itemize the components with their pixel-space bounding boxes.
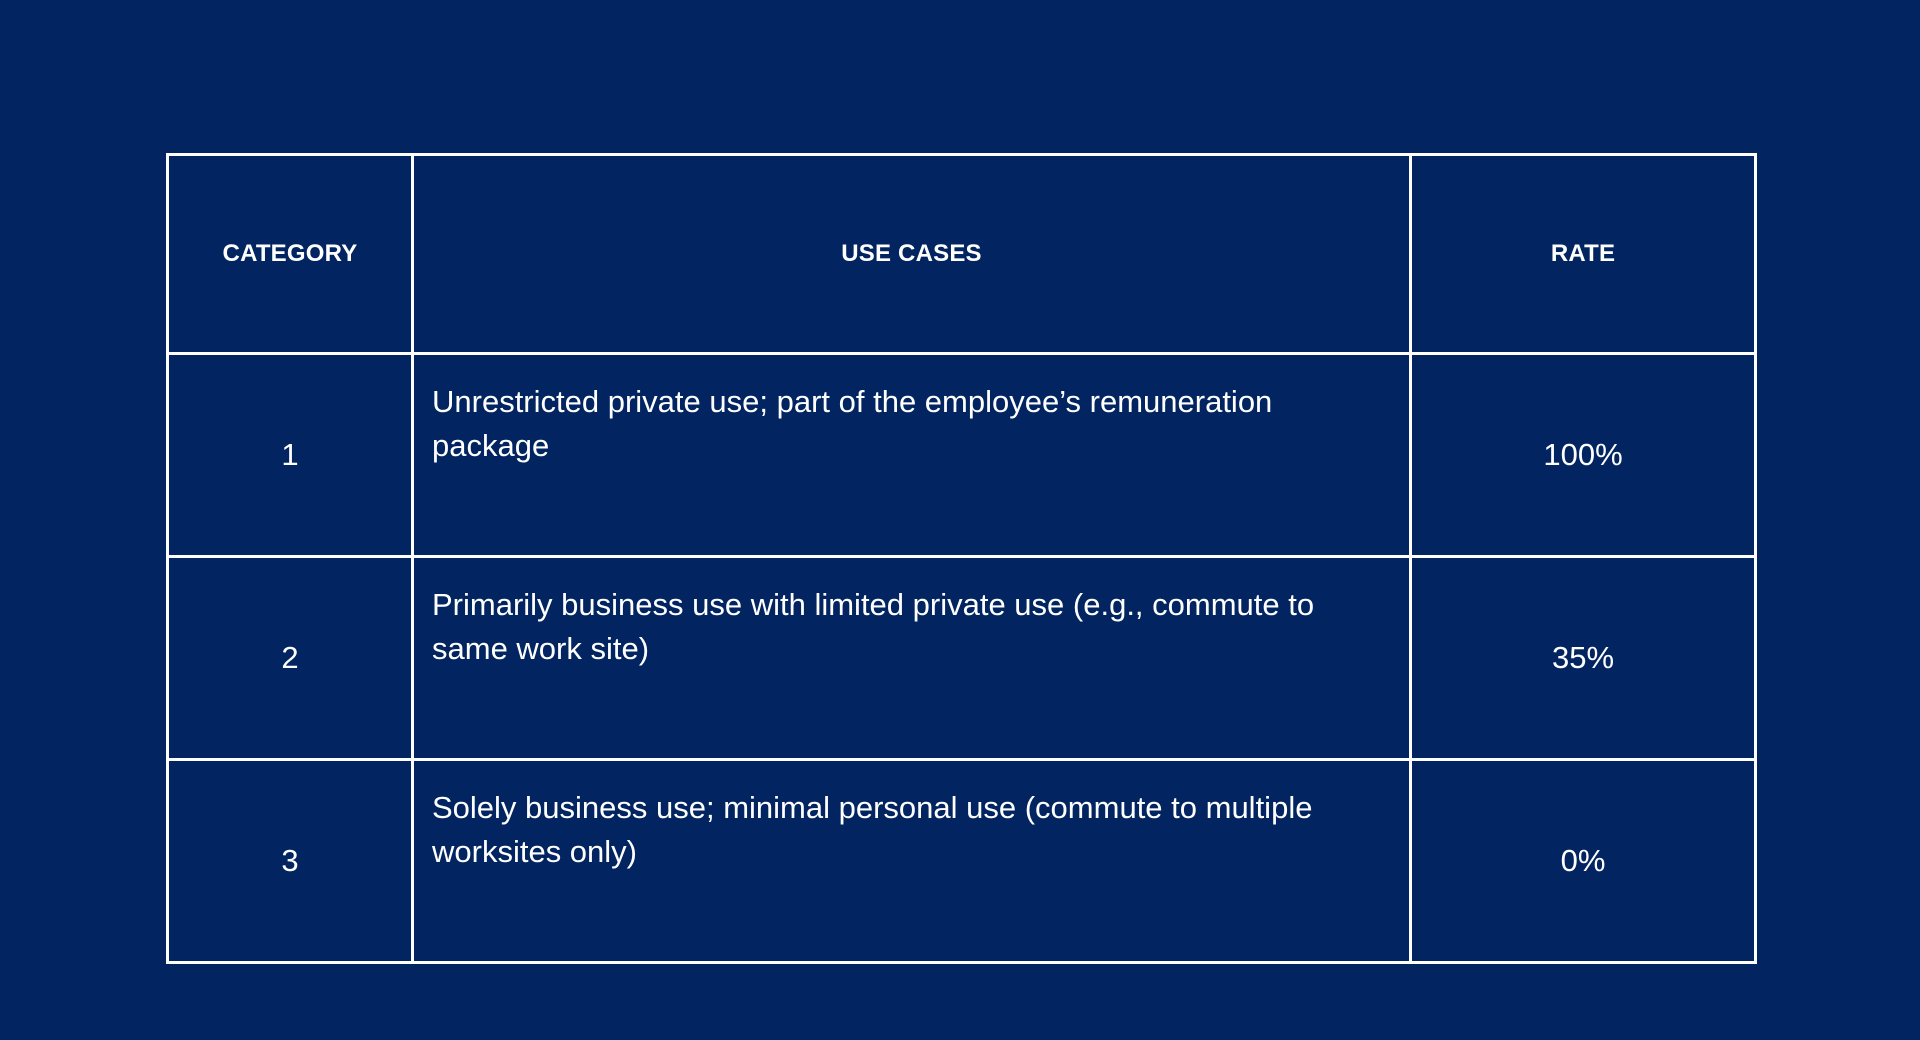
use-case-cell: Unrestricted private use; part of the employee’s remuneration package	[413, 354, 1411, 557]
rate-cell: 0%	[1411, 760, 1756, 963]
rate-cell: 35%	[1411, 557, 1756, 760]
use-case-cell: Solely business use; minimal personal use (commute to multiple worksites only)	[413, 760, 1411, 963]
rates-table	[166, 153, 1757, 964]
table-row	[168, 760, 1756, 963]
table-header-row	[168, 155, 1756, 354]
category-cell: 3	[168, 760, 413, 963]
header-category: CATEGORY	[168, 155, 413, 354]
rate-cell: 100%	[1411, 354, 1756, 557]
category-cell: 2	[168, 557, 413, 760]
table-row	[168, 557, 1756, 760]
rates-table-container	[166, 153, 1754, 964]
table-row	[168, 354, 1756, 557]
header-rate: RATE	[1411, 155, 1756, 354]
header-use-cases: USE CASES	[413, 155, 1411, 354]
category-cell: 1	[168, 354, 413, 557]
use-case-cell: Primarily business use with limited private use (e.g., commute to same work site)	[413, 557, 1411, 760]
